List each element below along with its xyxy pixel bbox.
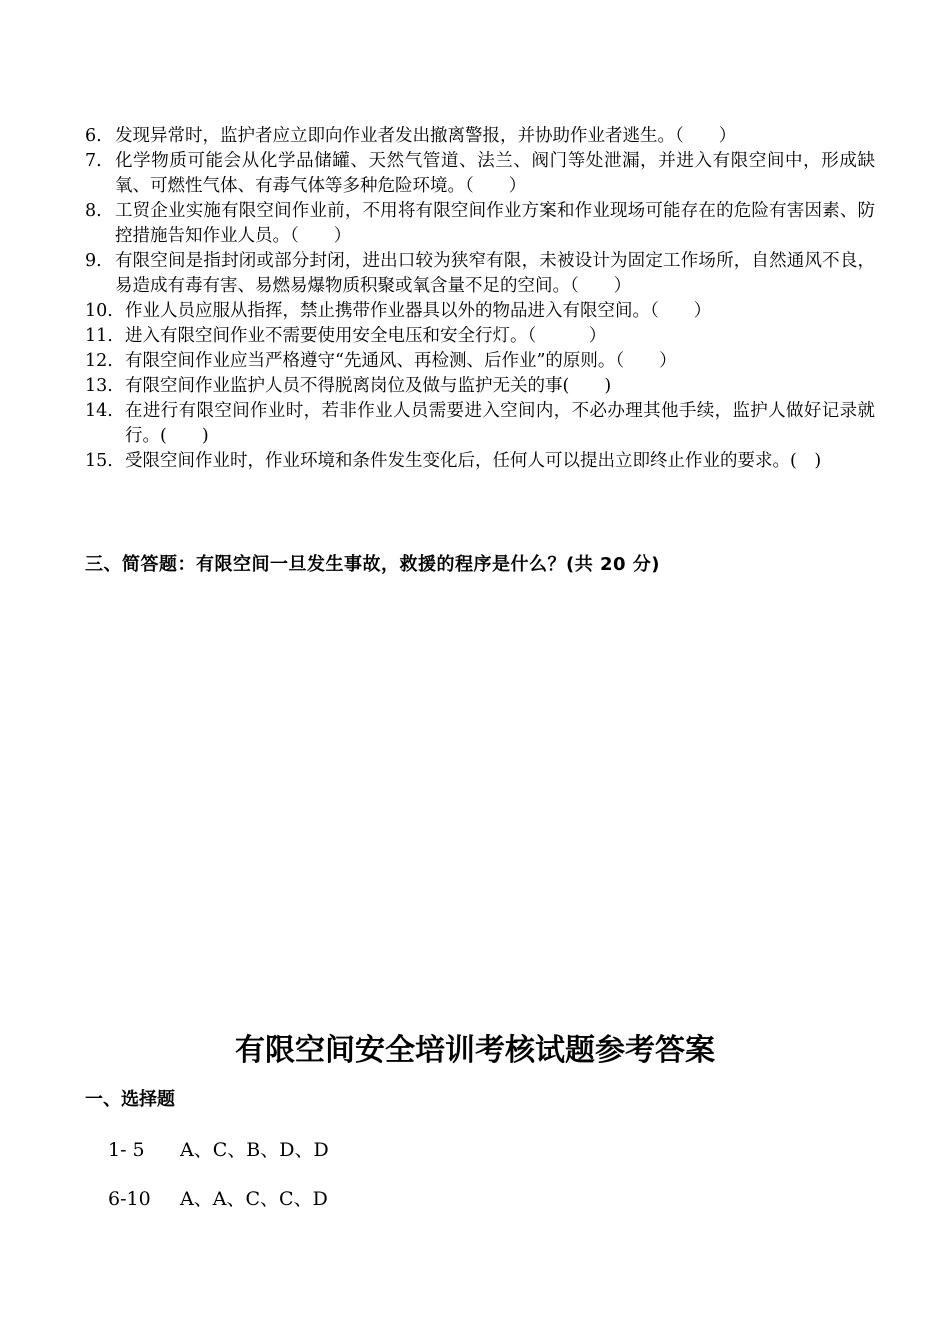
answer-row: [108, 1184, 328, 1211]
question-number: 12.: [85, 351, 113, 371]
question-number: 11.: [85, 326, 113, 346]
answer-key-title: 有限空间安全培训考核试题参考答案: [235, 1033, 715, 1068]
question-text: 工贸企业实施有限空间作业前，不用将有限空间作业方案和作业现场可能存在的危险有害因素、防控措施告知作业人员。（ ）: [115, 201, 875, 246]
question-item: [85, 449, 875, 474]
question-text: 有限空间作业应当严格遵守“先通风、再检测、后作业”的原则。（ ）: [125, 351, 677, 371]
answer-range: 6-10: [108, 1188, 151, 1210]
question-number: 6.: [85, 126, 102, 146]
question-text: 有限空间作业监护人员不得脱离岗位及做与监护无关的事( ): [125, 376, 612, 396]
question-number: 7.: [85, 151, 102, 171]
question-text: 有限空间是指封闭或部分封闭，进出口较为狭窄有限，未被设计为固定工作场所，自然通风不良，易造成有毒有害、易燃易爆物质积聚或氧含量不足的空间。（ ）: [115, 251, 875, 296]
question-number: 13.: [85, 376, 113, 396]
question-text: 在进行有限空间作业时，若非作业人员需要进入空间内，不必办理其他手续，监护人做好记录就行。( ): [125, 401, 875, 446]
question-item: [85, 349, 875, 374]
choice-section-heading: 一、选择题: [85, 1089, 175, 1110]
answer-range: 1- 5: [108, 1139, 145, 1161]
answer-values: A、A、C、C、D: [180, 1188, 328, 1210]
question-number: 15.: [85, 451, 113, 471]
question-text: 作业人员应服从指挥，禁止携带作业器具以外的物品进入有限空间。（ ）: [125, 301, 712, 321]
question-item: [85, 374, 875, 399]
question-item: [85, 199, 875, 249]
question-number: 9.: [85, 251, 102, 271]
question-number: 8.: [85, 201, 102, 221]
question-item: [85, 299, 875, 324]
question-item: [85, 124, 875, 149]
short-answer-heading: 三、简答题：有限空间一旦发生事故，救援的程序是什么？(共 20 分): [85, 554, 661, 575]
question-item: [85, 149, 875, 199]
question-text: 进入有限空间作业不需要使用安全电压和安全行灯。（ ）: [125, 326, 607, 346]
question-item: [85, 249, 875, 299]
question-text: 化学物质可能会从化学品储罐、天然气管道、法兰、阀门等处泄漏，并进入有限空间中，形成缺氧、可燃性气体、有毒气体等多种危险环境。（ ）: [115, 151, 875, 196]
question-item: [85, 324, 875, 349]
answer-values: A、C、B、D、D: [180, 1139, 329, 1161]
question-number: 10.: [85, 301, 113, 321]
true-false-questions: [85, 124, 875, 474]
question-number: 14.: [85, 401, 113, 421]
answer-row: [108, 1135, 329, 1162]
question-text: 发现异常时，监护者应立即向作业者发出撤离警报，并协助作业者逃生。（ ）: [115, 126, 737, 146]
question-text: 受限空间作业时，作业环境和条件发生变化后，任何人可以提出立即终止作业的要求。( ): [125, 451, 822, 471]
question-item: [85, 399, 875, 449]
